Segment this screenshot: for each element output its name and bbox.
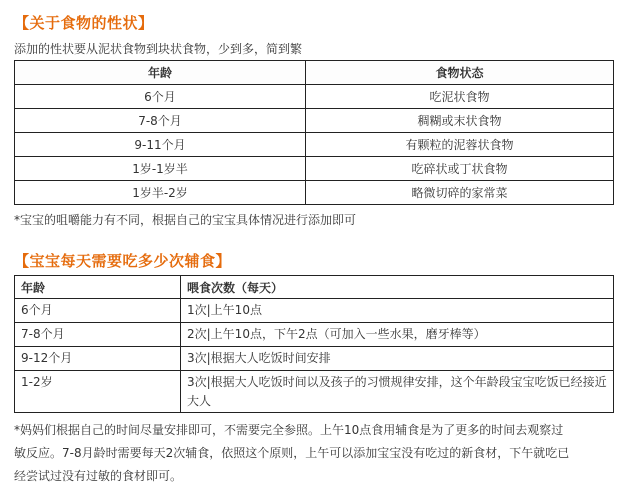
section1-intro: 添加的性状要从泥状食物到块状食物，少到多，简到繁	[14, 42, 303, 56]
section2-title: 【宝宝每天需要吃多少次辅食】	[14, 252, 232, 270]
table-row	[15, 85, 614, 109]
cell-age: 1岁半-2岁	[15, 181, 306, 205]
feeding-frequency-table	[14, 275, 614, 413]
section1-note: *宝宝的咀嚼能力有不同，根据自己的宝宝具体情况进行添加即可	[14, 213, 357, 227]
cell-food-state: 有颗粒的泥蓉状食物	[306, 133, 614, 157]
cell-age: 6个月	[15, 299, 181, 323]
column-header-feeding-count: 喂食次数（每天）	[181, 276, 614, 299]
column-header-food-state: 食物状态	[306, 61, 614, 85]
table-row	[15, 299, 614, 323]
cell-feeding-count: 3次|根据大人吃饭时间以及孩子的习惯规律安排，这个年龄段宝宝吃饭已经接近大人	[181, 371, 614, 413]
cell-age: 9-12个月	[15, 347, 181, 371]
table-header-row	[15, 276, 614, 299]
table-row	[15, 181, 614, 205]
table-row	[15, 109, 614, 133]
cell-age: 7-8个月	[15, 323, 181, 347]
cell-age: 7-8个月	[15, 109, 306, 133]
table-header-row	[15, 61, 614, 85]
section2-note-line3: 经尝试过没有过敏的食材即可。	[14, 469, 183, 483]
food-texture-table	[14, 60, 614, 205]
cell-age: 1岁-1岁半	[15, 157, 306, 181]
column-header-age: 年龄	[15, 61, 306, 85]
cell-feeding-count: 3次|根据大人吃饭时间安排	[181, 347, 614, 371]
table-row	[15, 371, 614, 413]
cell-food-state: 吃泥状食物	[306, 85, 614, 109]
table-row	[15, 347, 614, 371]
cell-feeding-count: 1次|上午10点	[181, 299, 614, 323]
table-row	[15, 323, 614, 347]
section2-note-line2: 敏反应。7-8月龄时需要每天2次辅食，依照这个原则，上午可以添加宝宝没有吃过的新食材，下午就吃已	[14, 446, 570, 460]
cell-food-state: 稠糊或末状食物	[306, 109, 614, 133]
cell-food-state: 略微切碎的家常菜	[306, 181, 614, 205]
table-row	[15, 133, 614, 157]
cell-age: 9-11个月	[15, 133, 306, 157]
cell-age: 6个月	[15, 85, 306, 109]
section1-title: 【关于食物的性状】	[14, 14, 154, 32]
cell-food-state: 吃碎状或丁状食物	[306, 157, 614, 181]
column-header-age: 年龄	[15, 276, 181, 299]
table-row	[15, 157, 614, 181]
section2-note-line1: *妈妈们根据自己的时间尽量安排即可，不需要完全参照。上午10点食用辅食是为了更多的时间去观察过	[14, 423, 564, 437]
cell-feeding-count: 2次|上午10点，下午2点（可加入一些水果，磨牙棒等）	[181, 323, 614, 347]
cell-age: 1-2岁	[15, 371, 181, 413]
